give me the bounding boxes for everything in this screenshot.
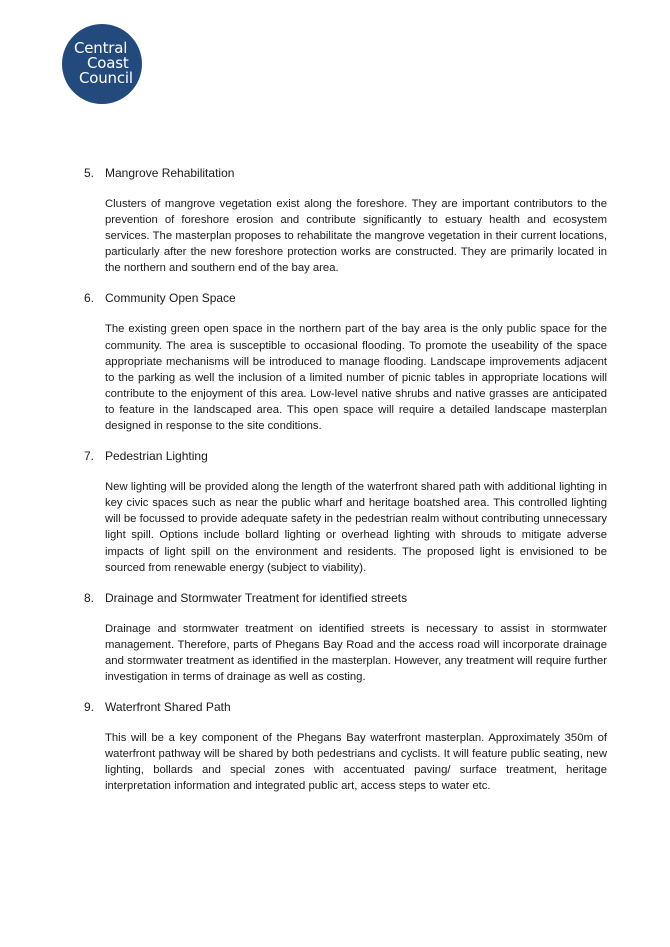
section-title: Community Open Space <box>105 291 236 306</box>
section-heading <box>84 290 607 306</box>
logo-text-line-1: Central <box>74 39 128 57</box>
section-paragraph: The existing green open space in the northern part of the bay area is the only public space for the community. The area is susceptible to occasional flooding. To promote the useability of the space appropriate mechanisms will be introduced to manage flooding. Landscape improvements adjacent to the parking as well the inclusion of a limited number of picnic tables in appropriate locations will contribute to the enjoyment of this area. Low-level native shrubs and native grasses are anticipated to feature in the landscaped area. This open space will require a detailed landscape masterplan designed in response to the site conditions. <box>105 323 607 433</box>
section-heading <box>84 699 607 715</box>
section-drainage-stormwater <box>84 590 607 685</box>
section-pedestrian-lighting <box>84 448 607 576</box>
section-title: Drainage and Stormwater Treatment for identified streets <box>105 590 408 605</box>
section-number: 5. <box>84 166 95 180</box>
logo-text-line-2: Coast <box>87 54 129 72</box>
section-paragraph: Clusters of mangrove vegetation exist along the foreshore. They are important contributors to the prevention of foreshore erosion and contribute significantly to estuary health and ecosystem services. The masterplan proposes to rehabilitate the mangrove vegetation in their current locations, particularly after the new foreshore protection works are constructed. They are primarily located in the northern and southern end of the bay area. <box>105 198 607 275</box>
logo-text-line-3: Council <box>79 69 133 87</box>
section-title: Mangrove Rehabilitation <box>105 166 235 180</box>
section-number: 8. <box>84 590 95 605</box>
section-number: 7. <box>84 449 95 464</box>
section-number: 6. <box>84 291 95 306</box>
section-number: 9. <box>84 700 95 715</box>
section-paragraph: Drainage and stormwater treatment on identified streets is necessary to assist in stormwater management. Therefore, parts of Phegans Bay Road and the access road will incorporate drainage and stormwater treatment as identified in the masterplan. However, any treatment will require further investigation in terms of drainage as well as costing. <box>105 622 607 683</box>
document-body <box>84 165 607 808</box>
council-logo <box>62 24 142 104</box>
section-heading <box>84 590 607 606</box>
section-heading <box>84 448 607 464</box>
section-paragraph: New lighting will be provided along the length of the waterfront shared path with additional lighting in key civic spaces such as near the public wharf and heritage boatshed area. This controlled lighting will be focussed to provide adequate safety in the pedestrian realm without contributing unnecessary light spill. Options include bollard lighting or overhead lighting with shrouds to mitigate adverse impacts of light spill on the environment and residents. The proposed light is envisioned to be sourced from renewable energy (subject to viability). <box>105 481 607 574</box>
section-title: Pedestrian Lighting <box>105 449 208 464</box>
section-heading <box>84 165 607 181</box>
section-waterfront-shared-path <box>84 699 607 794</box>
section-mangrove-rehabilitation <box>84 165 607 276</box>
section-title: Waterfront Shared Path <box>105 700 231 715</box>
section-paragraph: This will be a key component of the Phegans Bay waterfront masterplan. Approximately 350m of waterfront pathway will be shared by both pedestrians and cyclists. It will feature public seating, new lighting, bollards and special zones with accentuated paving/ surface treatment, heritage interpretation information and integrated public art, access steps to water etc. <box>105 732 607 793</box>
section-community-open-space <box>84 290 607 434</box>
